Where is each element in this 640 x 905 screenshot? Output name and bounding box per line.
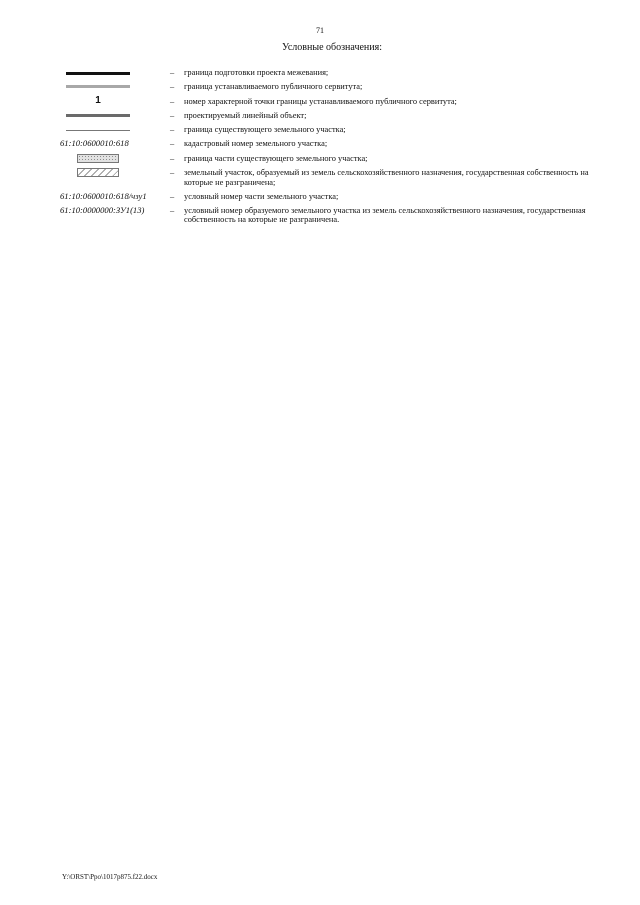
legend-title: Условные обозначения: [281,42,382,53]
legend-row-boundary [60,68,590,78]
legend-description: граница подготовки проекта межевания; [184,68,329,77]
legend-row-linear-object [60,111,590,121]
footer-file-path: Y:\ORST\Ppo\1017p875.f22.docx [62,873,158,881]
legend-symbol [60,154,170,164]
legend [60,68,590,229]
legend-dash: – [170,191,175,201]
legend-description: земельный участок, образуемый из земель сельскохозяйственного назначения, государственная собственность на которые не разграничена; [184,168,589,187]
legend-description: кадастровый номер земельного участка; [184,139,328,149]
legend-dash: – [170,110,175,120]
legend-symbol [60,111,170,121]
point-number-label: 1 [95,94,101,106]
legend-description: проектируемый линейный объект; [184,110,307,120]
dark-gray-line-icon [66,114,130,117]
legend-description: граница существующего земельного участка; [184,125,346,135]
gray-line-icon [66,85,130,88]
part-number-label: 61:10:0600010:618/чзу1 [60,190,147,201]
legend-dash: – [170,82,175,92]
dotted-swatch-icon [77,154,119,163]
legend-row-existing-parcel [60,125,590,135]
cadastral-number-label: 61:10:0600010:618 [60,138,129,149]
legend-row-parcel-part [60,154,590,164]
legend-symbol [60,94,170,107]
legend-dash: – [170,168,175,178]
legend-dash: – [170,96,175,106]
legend-row-servitude [60,82,590,92]
legend-row-cadastral-number [60,139,590,149]
new-parcel-number-label: 61:10:0000000:ЗУ1(13) [60,204,145,215]
legend-description: граница части существующего земельного участка; [184,153,368,163]
legend-dash: – [170,125,175,135]
legend-dash: – [170,68,175,77]
hatched-swatch-icon [77,168,119,177]
legend-description: номер характерной точки границы устанавливаемого публичного сервитута; [184,96,457,106]
legend-row-point-number [60,94,590,107]
legend-dash: – [170,205,175,215]
legend-symbol [60,168,170,178]
legend-description: условный номер образуемого земельного участка из земель сельскохозяйственного назначения, государственная собственность на которые не разграничена. [184,205,586,225]
legend-dash: – [170,153,175,163]
legend-symbol [60,82,170,92]
page-number: 71 [316,26,324,35]
legend-symbol [60,68,170,78]
legend-dash: – [170,139,175,149]
legend-row-new-parcel-number [60,206,590,225]
legend-description: граница устанавливаемого публичного сервитута; [184,82,363,92]
legend-symbol [60,125,170,135]
legend-row-new-parcel [60,168,590,187]
thick-black-line-icon [66,72,130,75]
thin-line-icon [66,130,130,131]
legend-row-part-number [60,192,590,202]
legend-description: условный номер части земельного участка; [184,191,339,201]
